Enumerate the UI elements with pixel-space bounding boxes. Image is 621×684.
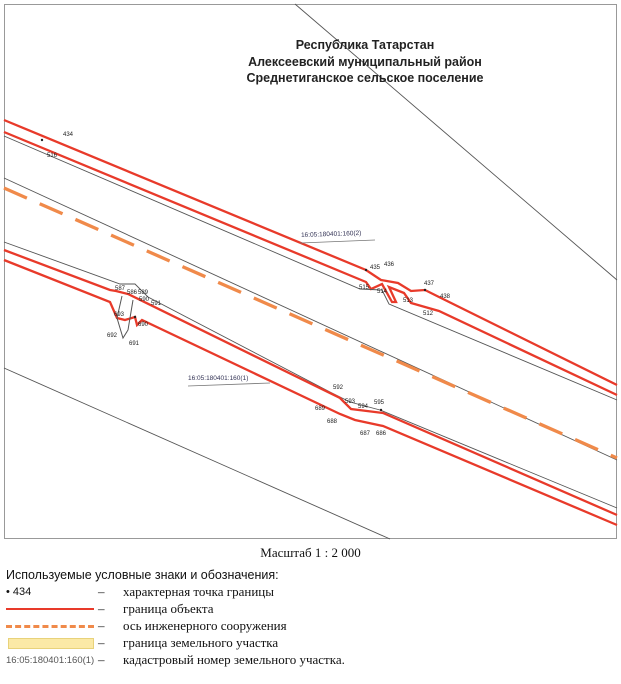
legend-text: ось инженерного сооружения — [123, 618, 287, 633]
legend-item-axis — [6, 618, 616, 635]
legend-dash: – — [98, 635, 105, 650]
legend-item-point — [6, 584, 616, 601]
cadastral-leader-2 — [188, 383, 270, 386]
point-437 — [424, 289, 426, 291]
header-district: Алексеевский муниципальный район — [248, 55, 482, 69]
point-690 — [134, 316, 136, 318]
object-boundary-lower-1 — [4, 250, 617, 515]
point-label-593: 593 — [345, 399, 356, 405]
legend-item-parcel-boundary — [6, 635, 616, 652]
point-label-438: 438 — [440, 294, 451, 300]
legend-dash: – — [98, 652, 105, 667]
legend-text: граница объекта — [123, 601, 214, 616]
point-label-692: 692 — [107, 333, 118, 339]
legend-text: граница земельного участка — [123, 635, 279, 650]
point-label-689: 689 — [315, 406, 326, 412]
point-label-434: 434 — [63, 132, 74, 138]
point-label-592: 592 — [333, 385, 344, 391]
point-label-688: 688 — [327, 419, 338, 425]
point-label-690: 690 — [138, 322, 149, 328]
point-label-436: 436 — [384, 262, 395, 268]
legend-text: кадастровый номер земельного участка. — [123, 652, 345, 667]
point-434 — [41, 139, 43, 141]
object-boundary-upper-2 — [4, 132, 617, 395]
legend-red-line-symbol — [6, 601, 94, 618]
legend-dash: – — [98, 584, 105, 599]
legend-yellow-band-symbol — [6, 635, 94, 652]
point-label-691: 691 — [129, 341, 140, 347]
legend — [6, 568, 616, 669]
header-region: Республика Татарстан — [295, 38, 435, 52]
point-label-595: 595 — [374, 400, 385, 406]
point-label-512: 512 — [423, 311, 434, 317]
legend-point-symbol: • 434 — [6, 586, 32, 598]
point-label-586: 586 — [127, 290, 138, 296]
point-label-589: 589 — [138, 290, 149, 296]
point-label-687: 687 — [360, 431, 371, 437]
legend-dash: – — [98, 618, 105, 633]
legend-heading: Используемые условные знаки и обозначения: — [6, 568, 279, 582]
point-436 — [365, 269, 367, 271]
point-label-513: 513 — [403, 298, 414, 304]
point-label-435: 435 — [370, 265, 381, 271]
point-label-515: 515 — [359, 285, 370, 291]
point-label-516: 516 — [47, 153, 58, 159]
legend-dashed-line-symbol — [6, 618, 94, 635]
point-label-437: 437 — [424, 281, 435, 287]
legend-item-object-boundary — [6, 601, 616, 618]
point-label-590: 590 — [139, 297, 150, 303]
point-label-686: 686 — [376, 431, 387, 437]
object-boundary-upper-1 — [4, 120, 617, 385]
parcel-boundary-upper — [4, 136, 617, 400]
cadastral-label-1: 16:05:180401:160(1) — [188, 375, 249, 382]
point-label-594: 594 — [358, 404, 369, 410]
cadastral-label-2: 16:05:180401:160(2) — [300, 229, 362, 240]
legend-dash: – — [98, 601, 105, 616]
header-settlement: Среднетиганское сельское поселение — [246, 71, 484, 85]
object-boundary-lower-2 — [4, 260, 617, 525]
point-label-587: 587 — [115, 286, 126, 292]
point-label-693: 693 — [114, 312, 125, 318]
cadastral-leader-1 — [300, 240, 375, 243]
legend-text: характерная точка границы — [123, 584, 274, 599]
legend-item-cadastral-number — [6, 652, 616, 669]
parcel-boundary-lower — [4, 242, 617, 508]
point-label-591: 591 — [151, 301, 162, 307]
boundary-points — [41, 139, 426, 411]
point-595 — [380, 409, 382, 411]
legend-cadastral-symbol: 16:05:180401:160(1) — [6, 655, 95, 666]
engineering-axis — [4, 188, 617, 458]
point-label-514: 514 — [377, 289, 388, 295]
scale-label: Масштаб 1 : 2 000 — [260, 545, 361, 560]
